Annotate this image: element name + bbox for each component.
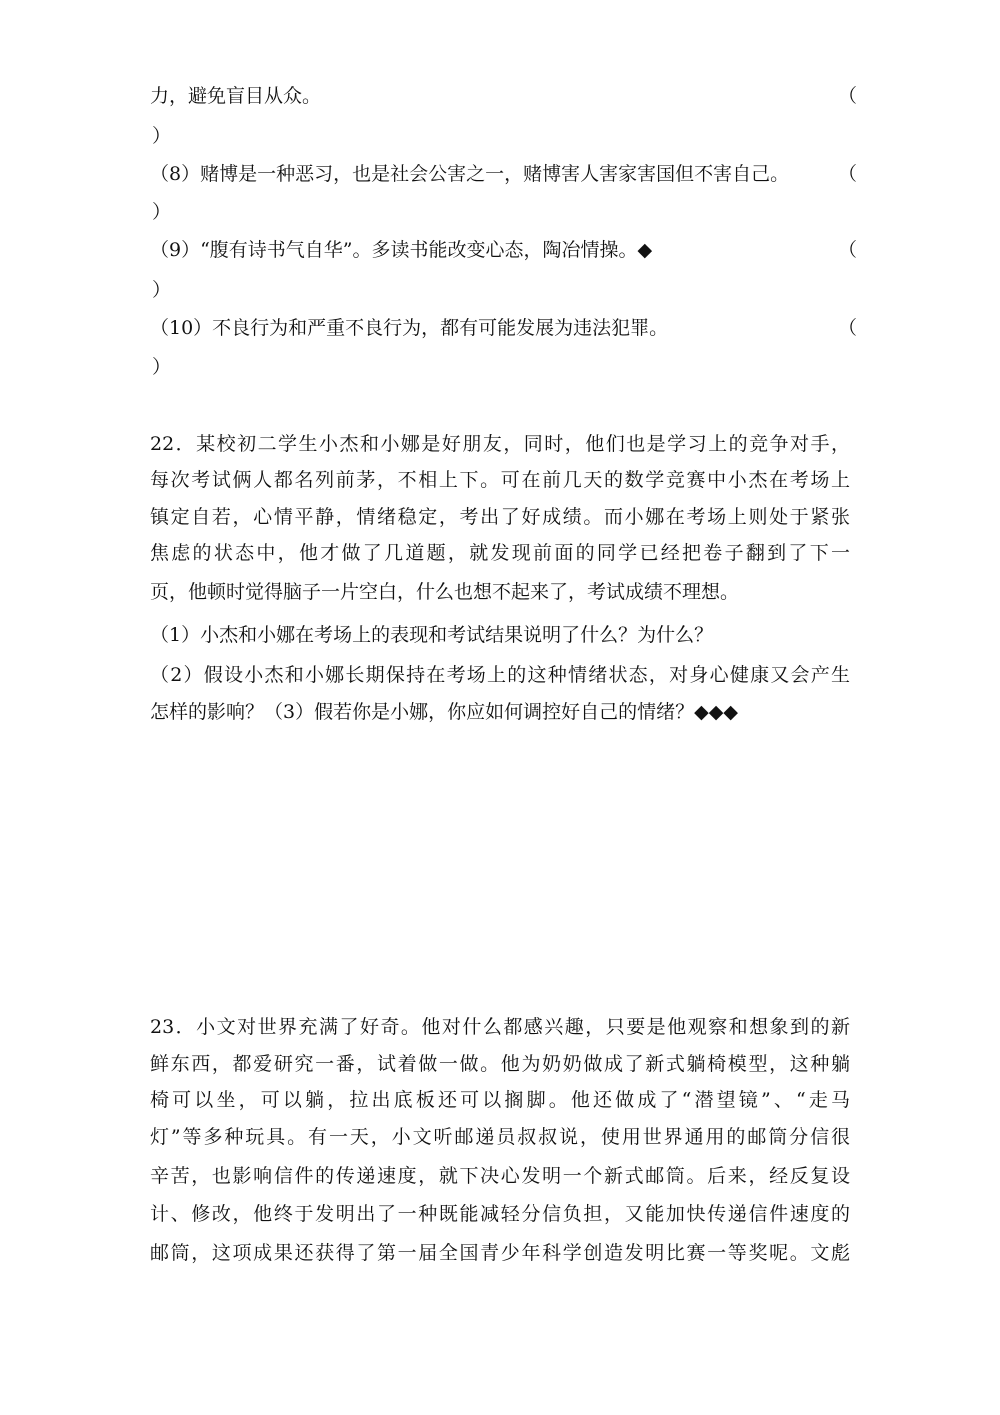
tf-item-10-answer-open: （ [838, 317, 858, 339]
q23-line-7: 邮筒，这项成果还获得了第一届全国青少年科学创造发明比赛一等奖呢。文彪 [150, 1242, 850, 1264]
tf-item-10-text: （10）不良行为和严重不良行为，都有可能发展为违法犯罪。 [150, 317, 669, 339]
tf-item-7-answer-open: （ [838, 85, 858, 107]
q22-line-1: 22．某校初二学生小杰和小娜是好朋友，同时，他们也是学习上的竞争对手， [150, 433, 850, 455]
tf-item-9-answer-open: （ [838, 239, 858, 261]
q23-line-6: 计、修改，他终于发明出了一种既能减轻分信负担，又能加快传递信件速度的 [150, 1203, 850, 1225]
q22-sub-question-3: 怎样的影响？（3）假若你是小娜，你应如何调控好自己的情绪？◆◆◆ [150, 701, 738, 723]
tf-item-10-answer-close: ） [152, 356, 172, 378]
q22-sub-question-2: （2）假设小杰和小娜长期保持在考场上的这种情绪状态，对身心健康又会产生 [150, 664, 850, 686]
tf-item-7-answer-close: ） [152, 125, 172, 147]
q23-line-4: 灯”等多种玩具。有一天，小文听邮递员叔叔说，使用世界通用的邮筒分信很 [150, 1126, 850, 1148]
q22-line-3: 镇定自若，心情平静，情绪稳定，考出了好成绩。而小娜在考场上则处于紧张 [150, 506, 850, 528]
q23-line-2: 鲜东西，都爱研究一番，试着做一做。他为奶奶做成了新式躺椅模型，这种躺 [150, 1053, 850, 1075]
q22-line-2: 每次考试俩人都名列前茅，不相上下。可在前几天的数学竞赛中小杰在考场上 [150, 469, 850, 491]
tf-item-8-text: （8）赌博是一种恶习，也是社会公害之一，赌博害人害家害国但不害自己。 [150, 163, 790, 185]
q22-sub-question-1: （1）小杰和小娜在考场上的表现和考试结果说明了什么？为什么？ [150, 624, 714, 646]
tf-item-9-answer-close: ） [152, 279, 172, 301]
tf-item-7-text: 力，避免盲目从众。 [150, 85, 322, 107]
q23-line-1: 23．小文对世界充满了好奇。他对什么都感兴趣，只要是他观察和想象到的新 [150, 1016, 850, 1038]
tf-item-8-answer-close: ） [152, 201, 172, 223]
q22-line-5: 页，他顿时觉得脑子一片空白，什么也想不起来了，考试成绩不理想。 [150, 581, 740, 603]
q22-line-4: 焦虑的状态中，他才做了几道题，就发现前面的同学已经把卷子翻到了下一 [150, 542, 850, 564]
tf-item-9-text: （9）“腹有诗书气自华”。多读书能改变心态，陶冶情操。◆ [150, 239, 653, 261]
q23-line-3: 椅可以坐，可以躺，拉出底板还可以搁脚。他还做成了“潜望镜”、“走马 [150, 1089, 850, 1111]
tf-item-8-answer-open: （ [838, 163, 858, 185]
q23-line-5: 辛苦，也影响信件的传递速度，就下决心发明一个新式邮筒。后来，经反复设 [150, 1165, 850, 1187]
